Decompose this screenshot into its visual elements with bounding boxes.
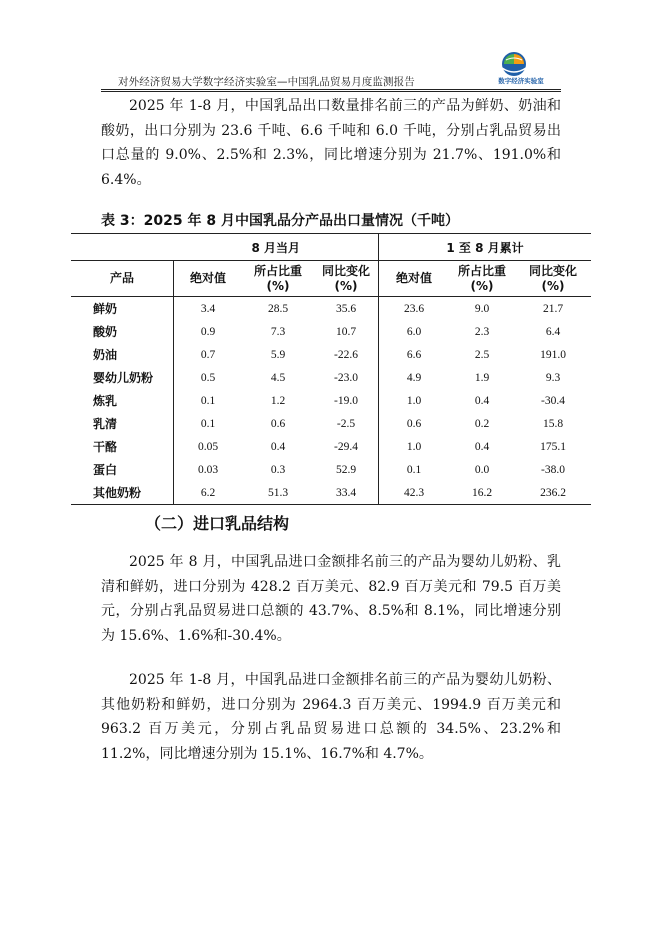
col-header-ytd-abs: 绝对值 [379,261,450,297]
value-cell-y-share: 0.2 [474,417,490,430]
value-cell-m-share: 1.2 [270,394,286,407]
col-header-ytd-yoy: 同比变化 (%) [515,261,591,297]
value-cell-m-share: 0.3 [270,463,286,476]
value-cell-y-yoy: 236.2 [515,481,591,505]
value-cell-y-abs: 0.6 [379,412,450,435]
table-row [71,297,591,321]
value-cell-y-share: 16.2 [449,481,515,505]
group-header-month: 8 月当月 [174,234,379,261]
value-cell-y-share: 0.4 [474,394,490,407]
value-cell-m-abs: 0.03 [174,458,243,481]
value-cell-y-abs: 6.0 [379,320,450,343]
value-cell-m-abs: 0.1 [174,389,243,412]
product-name-cell: 酸奶 [93,325,118,339]
report-header: 对外经济贸易大学数字经济实验室—中国乳品贸易月度监测报告 [118,76,415,88]
value-cell-m-share: 51.3 [242,481,314,505]
table-row [71,343,591,366]
value-cell-y-share: 2.5 [474,348,490,361]
table-caption: 表 3：2025 年 8 月中国乳品分产品出口量情况（千吨） [101,213,459,229]
value-cell-y-yoy: 15.8 [542,417,564,430]
value-cell-y-yoy: 6.4 [545,325,561,338]
product-name-cell: 婴幼儿奶粉 [93,371,154,385]
value-cell-m-abs: 3.4 [174,297,243,321]
value-cell-y-yoy: 175.1 [540,440,566,453]
value-cell-y-abs: 6.6 [379,343,450,366]
col-header-ytd-share: 所占比重 (%) [449,261,515,297]
value-cell-m-abs: 0.05 [174,435,243,458]
paragraph-import-august: 2025 年 8 月，中国乳品进口金额排名前三的产品为婴幼儿奶粉、乳清和鲜奶，进口分别为 428.2 百万美元、82.9 百万美元和 79.5 百万美元，分别占乳品贸易进口总额的 43.7%、8.5%和 8.1%，同比增速分别为 15.6%、1.6%和-30.4%。 [101,554,561,644]
table-row [71,435,591,458]
value-cell-y-share: 0.4 [474,440,490,453]
table-row [71,320,591,343]
product-name-cell: 炼乳 [93,394,118,408]
section-title-import: （二）进口乳品结构 [145,514,290,533]
value-cell-m-yoy: 35.6 [335,302,357,315]
export-volume-table [71,233,591,505]
value-cell-y-abs: 0.1 [379,458,450,481]
header-divider-thin [101,91,561,92]
product-name-cell: 乳清 [93,417,118,431]
value-cell-y-abs: 23.6 [379,297,450,321]
value-cell-m-abs: 0.7 [174,343,243,366]
paragraph-import-ytd: 2025 年 1-8 月，中国乳品进口金额排名前三的产品为婴幼儿奶粉、其他奶粉和鲜奶，进口分别为 2964.3 百万美元、1994.9 百万美元和 963.2 百万美元，分别占乳品贸易进口总额的 34.5%、23.2%和 11.2%，同比增速分别为 15.1%、16.7%和 4.7%。 [101,672,561,762]
group-header-ytd: 1 至 8 月累计 [379,234,592,261]
product-name-cell: 干酪 [93,440,118,454]
value-cell-y-abs: 42.3 [379,481,450,505]
table-row [71,481,591,505]
paragraph-export-ranking: 2025 年 1-8 月，中国乳品出口数量排名前三的产品为鲜奶、奶油和酸奶，出口分别为 23.6 千吨、6.6 千吨和 6.0 千吨，分别占乳品贸易出口总量的 9.0%、2.5%和 2.3%，同比增速分别为 21.7%、191.0%和 6.4%。 [101,98,561,188]
value-cell-y-yoy: -30.4 [541,394,565,407]
value-cell-m-share: 28.5 [267,302,289,315]
value-cell-m-yoy: 52.9 [335,463,357,476]
value-cell-m-share: 4.5 [270,371,286,384]
value-cell-m-abs: 6.2 [174,481,243,505]
table-row [71,412,591,435]
col-header-product: 产品 [71,261,174,297]
value-cell-m-abs: 0.1 [174,412,243,435]
value-cell-m-share: 7.3 [270,325,286,338]
value-cell-y-yoy: 21.7 [542,302,564,315]
value-cell-m-yoy: -23.0 [334,371,358,384]
value-cell-y-yoy: 9.3 [545,371,561,384]
value-cell-y-share: 1.9 [474,371,490,384]
value-cell-y-share: 9.0 [474,302,490,315]
value-cell-m-yoy: -22.6 [334,348,358,361]
value-cell-y-abs: 1.0 [379,389,450,412]
table-row [71,366,591,389]
value-cell-y-share: 2.3 [474,325,490,338]
value-cell-y-abs: 4.9 [379,366,450,389]
value-cell-m-yoy: -29.4 [334,440,358,453]
value-cell-m-share: 0.4 [270,440,286,453]
value-cell-m-share: 5.9 [270,348,286,361]
product-name-cell: 奶油 [93,348,118,362]
product-name-cell: 蛋白 [93,463,118,477]
value-cell-y-yoy: 191.0 [540,348,566,361]
value-cell-y-share: 0.0 [474,463,490,476]
value-cell-y-abs: 1.0 [379,435,450,458]
value-cell-m-yoy: -19.0 [334,394,358,407]
logo-caption: 数字经济实验室 [498,77,544,85]
table-row [71,389,591,412]
product-name-cell: 鲜奶 [93,302,118,316]
table-row [71,458,591,481]
value-cell-m-yoy: 10.7 [335,325,357,338]
value-cell-m-yoy: -2.5 [336,417,356,430]
value-cell-m-share: 0.6 [270,417,286,430]
value-cell-y-yoy: -38.0 [541,463,565,476]
value-cell-m-abs: 0.9 [174,320,243,343]
col-header-month-yoy: 同比变化 (%) [314,261,379,297]
empty-corner [71,234,174,261]
product-name-cell: 其他奶粉 [71,481,174,505]
value-cell-m-abs: 0.5 [174,366,243,389]
col-header-month-abs: 绝对值 [174,261,243,297]
col-header-month-share: 所占比重 (%) [242,261,314,297]
value-cell-m-yoy: 33.4 [314,481,379,505]
